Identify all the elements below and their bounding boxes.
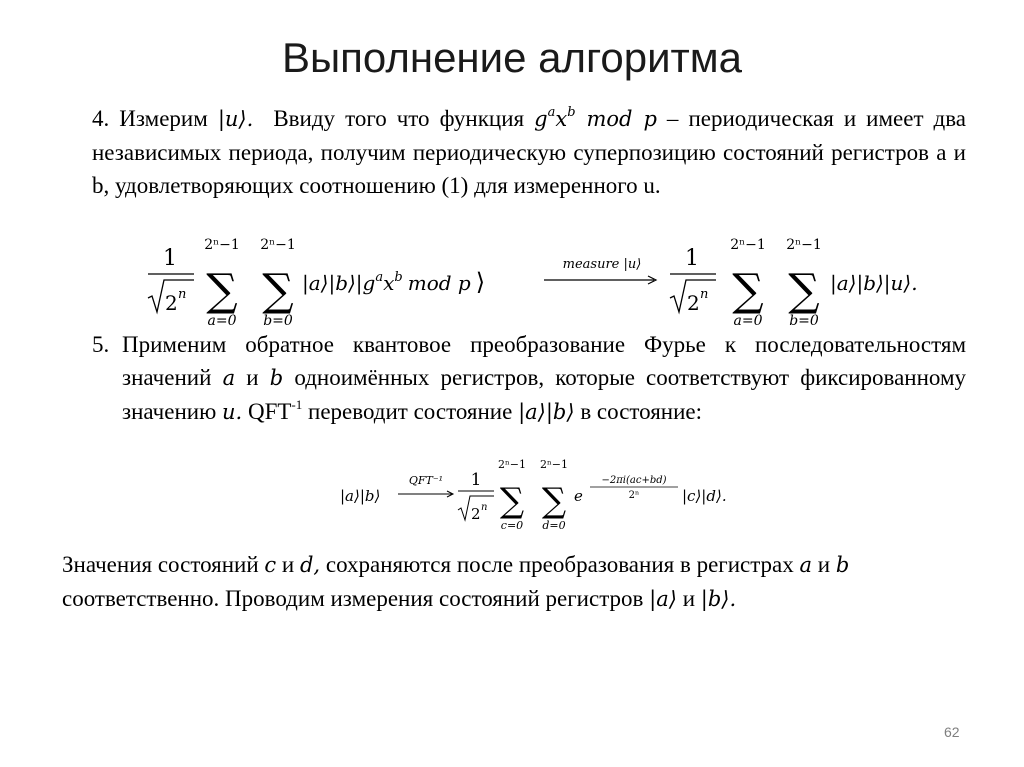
var-d: d, [299, 553, 321, 577]
rhs-sum-a-upper: 2ⁿ−1 [730, 237, 766, 253]
exp-numerator: −2πi(ac+bd) [601, 475, 667, 486]
ket-u: |u⟩. [217, 107, 254, 131]
qft-sqrt-base: 2 [471, 505, 481, 523]
page-number: 62 [944, 724, 960, 740]
step-5-text-3: одноимённых регистров, которые соответствуют фиксированному значению [122, 365, 967, 424]
rhs-sum-a-sigma: ∑ [732, 265, 764, 316]
var-a: a [222, 366, 236, 390]
rhs-sum-b-upper: 2ⁿ−1 [786, 237, 822, 253]
rhs-sum-a-lower: a=0 [733, 313, 763, 329]
formula-measurement-svg [140, 232, 960, 332]
sum-a-upper: 2ⁿ−1 [204, 237, 240, 253]
step-5-number: 5. [92, 332, 110, 357]
var-b: b [269, 366, 284, 390]
sum-b-lower: b=0 [263, 313, 293, 329]
sum-d-lower: d=0 [542, 519, 566, 532]
sum-a-sigma: ∑ [206, 265, 238, 316]
qft-fraction-numerator: 1 [470, 470, 482, 490]
qft-sqrt-exponent: n [481, 502, 488, 513]
conclusion-text-3: сохраняются после преобразования в регистрах [325, 552, 794, 577]
state-expression: $|a⟩|b⟩|g^ax^b$ mod p ⟩ [302, 268, 486, 296]
step-5-paragraph [122, 328, 966, 429]
conclusion-text-1: Значения состояний [62, 552, 259, 577]
formula-qft [340, 456, 760, 541]
conclusion-text-6: и [682, 586, 695, 611]
function-expression: $g^ax^b$ mod p [534, 105, 657, 131]
exp-base: e [574, 487, 583, 505]
qft-lhs: |a⟩|b⟩ [340, 487, 381, 505]
step-5-text-2: и [246, 365, 259, 390]
formula-qft-svg [340, 456, 760, 536]
conclusion-var-b: b [835, 553, 850, 577]
sum-b-sigma: ∑ [262, 265, 294, 316]
step-5-text-6: в состояние: [580, 399, 703, 424]
var-c: c [264, 553, 277, 577]
qft-label: $QFT^{-1}$ [247, 397, 303, 424]
sum-d-sigma: ∑ [541, 481, 567, 521]
var-u: u. [222, 400, 243, 424]
ket-ab: |a⟩|b⟩ [518, 400, 575, 424]
qft-rhs-state: |c⟩|d⟩. [682, 487, 727, 505]
rhs-sqrt-exponent: n [700, 287, 709, 302]
sum-c-upper: 2ⁿ−1 [498, 458, 526, 471]
conclusion-text-5: соответственно. Проводим измерения состояний регистров [62, 586, 644, 611]
ket-a: |a⟩ [649, 587, 677, 611]
rhs-sum-b-sigma: ∑ [788, 265, 820, 316]
sum-d-upper: 2ⁿ−1 [540, 458, 568, 471]
rhs-fraction-numerator: 1 [685, 246, 699, 271]
sum-a-lower: a=0 [207, 313, 237, 329]
sum-c-sigma: ∑ [499, 481, 525, 521]
conclusion-var-a: a [799, 553, 813, 577]
ket-b: |b⟩. [700, 587, 737, 611]
rhs-state: |a⟩|b⟩|u⟩. [830, 271, 918, 295]
qft-arrow-label: QFT⁻¹ [408, 474, 444, 487]
sqrt-exponent: n [178, 287, 187, 302]
rhs-sum-b-lower: b=0 [789, 313, 819, 329]
sum-c-lower: c=0 [500, 519, 524, 532]
step-4-text-2: Ввиду того что функция [273, 106, 525, 131]
step-4-text-3: – периодическая и имеет два независимых периода, получим периодическую суперпозицию состояний регистров a и b, удовлетворяющих соотношению (1) для измеренного u. [92, 106, 966, 198]
step-5-text-1: Применим обратное квантовое преобразование Фурье к последовательностям значений [122, 332, 966, 390]
step-4-text-1: Измерим [119, 106, 208, 131]
fraction-numerator: 1 [163, 246, 177, 271]
measure-arrow-label: measure |u⟩ [562, 257, 642, 272]
formula-measurement [140, 232, 960, 337]
rhs-sqrt-base: 2 [687, 291, 700, 315]
slide-title: Выполнение алгоритма [281, 34, 743, 81]
step-4-paragraph [92, 102, 966, 202]
sum-b-upper: 2ⁿ−1 [260, 237, 296, 253]
conclusion-text-4: и [817, 552, 831, 577]
exp-denominator: 2ⁿ [628, 490, 640, 501]
conclusion-paragraph [62, 548, 966, 616]
conclusion-text-2: и [281, 552, 295, 577]
step-4-number: 4. [92, 106, 110, 131]
step-5-text-5: переводит состояние [308, 399, 513, 424]
sqrt-base: 2 [165, 291, 178, 315]
